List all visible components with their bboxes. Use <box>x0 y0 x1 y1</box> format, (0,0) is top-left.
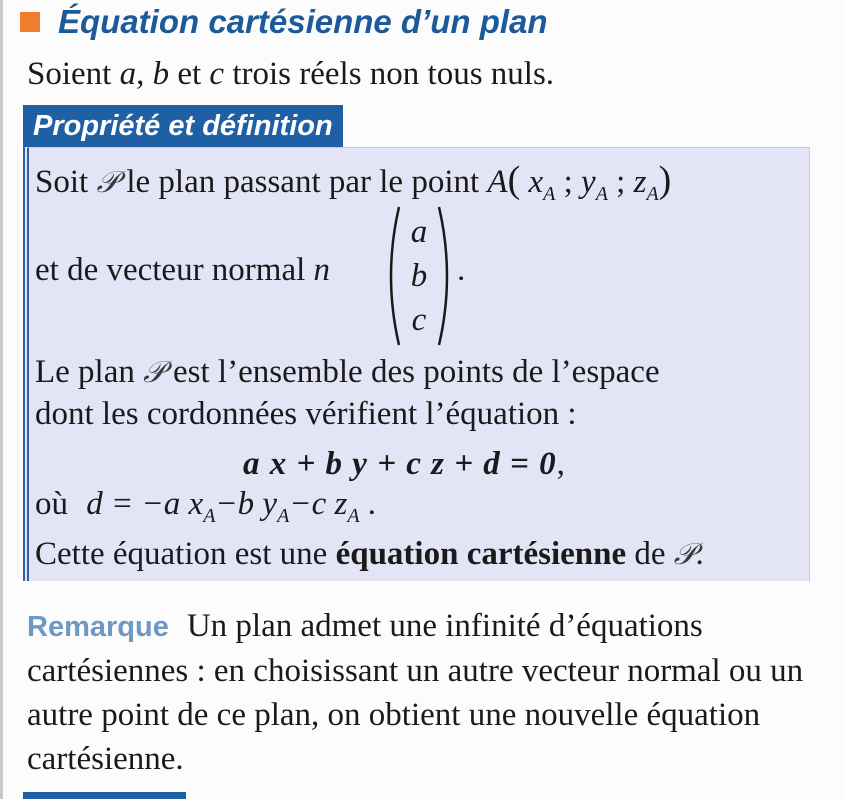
d-term-c: −c z <box>289 486 348 522</box>
intro-var-a: a <box>119 56 137 92</box>
matrix-entry-b: b <box>410 258 428 294</box>
text-de: de <box>634 536 666 572</box>
property-line-plan-ensemble <box>35 352 660 393</box>
text-cette-equation: Cette équation est une <box>35 536 328 572</box>
property-line-coordinates: dont les cordonnées vérifient l’équation : <box>35 396 577 432</box>
equation-comma: , <box>556 446 565 482</box>
coord-x: x <box>528 164 544 200</box>
intro-rest: trois réels non tous nuls. <box>232 56 555 92</box>
d-term-b: −b y <box>215 486 278 522</box>
property-tag: Propriété et définition <box>23 105 343 147</box>
plane-symbol: 𝒫 <box>143 355 165 390</box>
intro-line <box>27 54 554 94</box>
var-d: d <box>86 486 103 522</box>
remark-text: Un plan admet une infinité d’équations cartésiennes : en choisissant un autre vecteur normal ou un autre point de ce plan, on obtient une nouvelle équation cartésienne. <box>27 608 804 777</box>
vector-period: . <box>457 252 466 288</box>
section-marker-square <box>20 12 40 32</box>
final-period: . <box>695 536 704 572</box>
sub-A-1: A <box>203 505 216 527</box>
remark-block <box>27 604 827 781</box>
vector-n: n⃗ <box>313 252 356 288</box>
intro-comma: , <box>136 56 145 92</box>
d-definition-line <box>35 484 376 528</box>
section-title: Équation cartésienne d’un plan <box>58 3 548 40</box>
section-header <box>20 2 548 42</box>
semicolon-2: ; <box>616 164 626 200</box>
intro-var-b: b <box>152 56 170 92</box>
equation-formula: a x + b y + c z + d = 0 <box>243 446 557 482</box>
plane-symbol: 𝒫 <box>96 165 119 200</box>
point-A: A <box>487 164 508 200</box>
plane-symbol: 𝒫 <box>673 537 696 572</box>
sub-A-y: A <box>595 183 608 205</box>
text-plan-passant: le plan passant par le point <box>126 164 480 200</box>
coord-y: y <box>581 164 596 200</box>
semicolon-1: ; <box>563 164 573 200</box>
property-line-normal-vector <box>35 250 356 290</box>
matrix-entry-c: c <box>411 302 427 338</box>
sub-A-3: A <box>347 505 360 527</box>
text-le-plan: Le plan <box>35 354 135 390</box>
d-term-a: = −a x <box>111 486 204 522</box>
intro-var-c: c <box>209 56 225 92</box>
intro-word-et: et <box>177 56 202 92</box>
term-equation-cartesienne: équation cartésienne <box>335 536 627 572</box>
text-soit: Soit <box>35 164 89 200</box>
sub-A-z: A <box>646 183 659 205</box>
intro-word-soient: Soient <box>27 56 112 92</box>
cartesian-definition-line <box>35 534 704 575</box>
paren-open: ( <box>507 159 521 201</box>
bottom-tag-bar <box>23 792 186 799</box>
cartesian-equation <box>243 444 565 484</box>
sub-A-2: A <box>277 505 290 527</box>
normal-vector-matrix <box>385 203 453 349</box>
paren-close: ) <box>658 159 672 201</box>
coord-z: z <box>633 164 647 200</box>
sub-A-x: A <box>543 183 556 205</box>
page-left-rule <box>0 0 3 799</box>
text-ou: où <box>35 486 68 522</box>
text-vecteur-normal: et de vecteur normal <box>35 252 306 288</box>
property-line-plane-point <box>35 160 671 206</box>
matrix-entry-a: a <box>410 214 428 250</box>
remark-label: Remarque <box>27 611 169 643</box>
d-period: . <box>367 486 377 522</box>
text-ensemble-points: est l’ensemble des points de l’espace <box>173 354 660 390</box>
